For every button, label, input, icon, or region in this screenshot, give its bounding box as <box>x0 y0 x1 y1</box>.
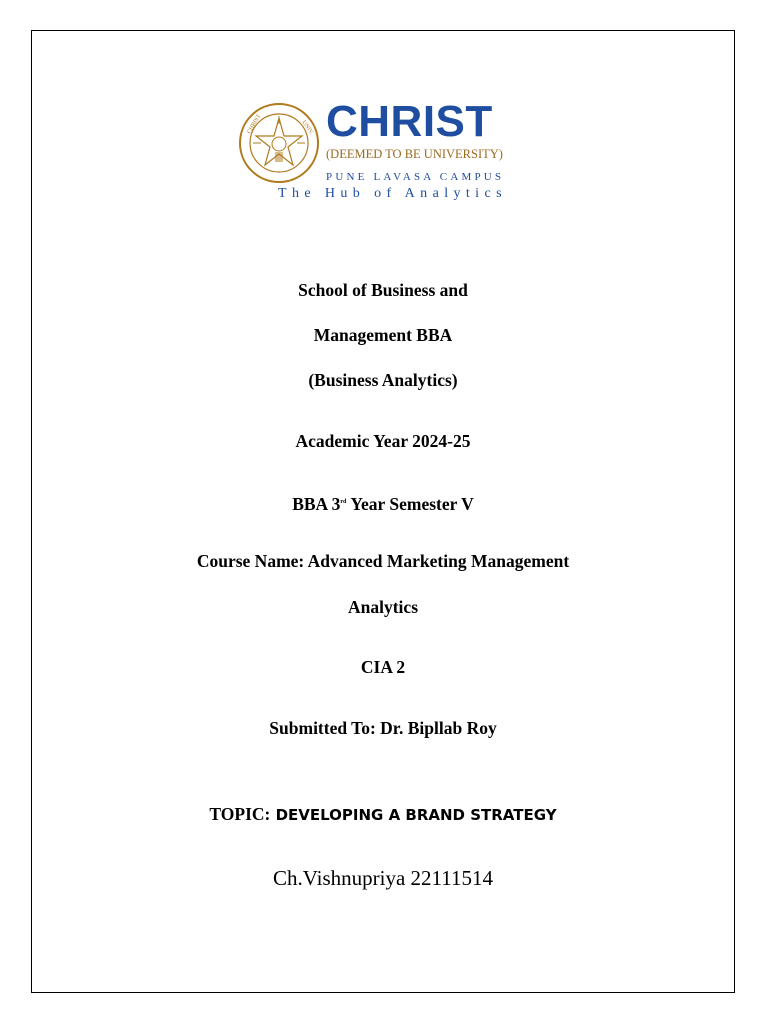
topic-text: DEVELOPING A BRAND STRATEGY <box>275 806 557 824</box>
submitted-to: Submitted To: Dr. Bipllab Roy <box>269 718 497 738</box>
school-line-2: Management BBA <box>313 325 453 345</box>
year-rest: Year Semester V <box>350 493 474 514</box>
year-semester <box>31 491 735 515</box>
course-name-line-2: Analytics <box>348 597 418 617</box>
course-name-line-1: Course Name: Advanced Marketing Management <box>196 551 570 571</box>
topic-line <box>31 803 735 826</box>
year-prefix: BBA 3 <box>292 493 341 514</box>
university-logo <box>238 97 534 204</box>
year-ordinal: rd <box>340 499 347 505</box>
academic-year: Academic Year 2024-25 <box>295 431 471 451</box>
logo-subtitle: (DEEMED TO BE UNIVERSITY) <box>326 147 503 161</box>
logo-tagline: The Hub of Analytics <box>278 186 507 201</box>
topic-label: TOPIC: <box>209 804 271 824</box>
svg-text:CHRIST: CHRIST <box>246 113 263 135</box>
school-line-1: School of Business and <box>298 280 468 300</box>
university-seal-icon <box>238 102 320 184</box>
program-name: (Business Analytics) <box>308 370 458 390</box>
logo-campus: PUNE LAVASA CAMPUS <box>326 171 505 183</box>
assessment-title: CIA 2 <box>360 657 406 677</box>
svg-text:UNIV.: UNIV. <box>300 119 315 137</box>
logo-wordmark: CHRIST <box>326 97 493 146</box>
author-name: Ch.Vishnupriya 22111514 <box>272 866 493 890</box>
